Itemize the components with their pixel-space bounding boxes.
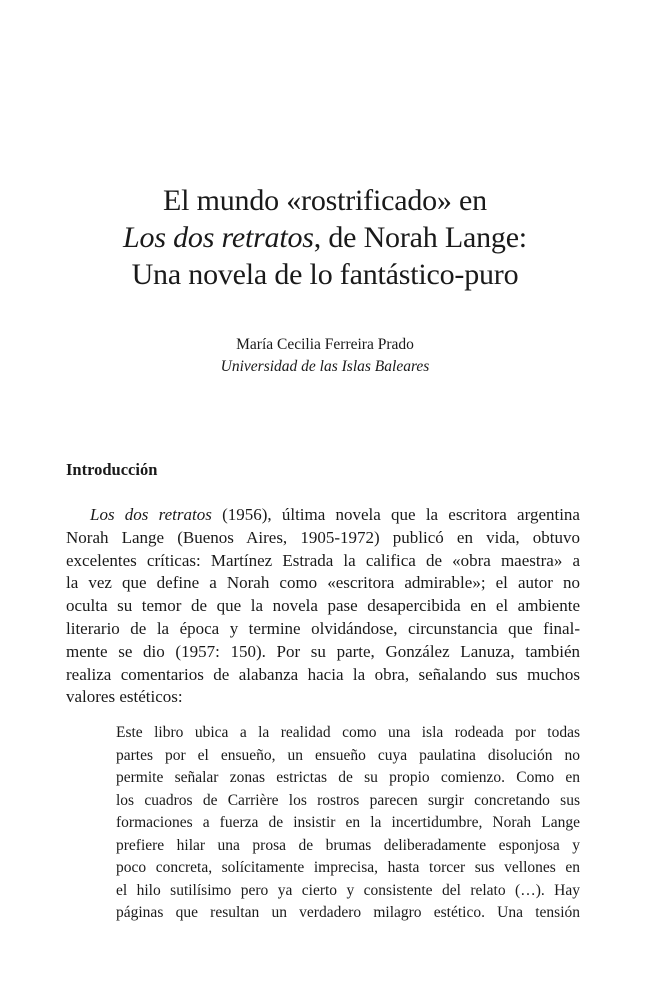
paragraph-line: la vez que define a Norah como «escritora admirable»; el autor no: [66, 573, 580, 593]
section-heading: Introducción: [66, 460, 158, 479]
article-title: [0, 182, 650, 293]
quote-line: poco concreta, solícitamente imprecisa, hasta torcer sus vellones en: [116, 859, 580, 876]
quote-line: Este libro ubica a la realidad como una isla rodeada por todas: [116, 724, 580, 741]
paragraph-line: valores estéticos:: [66, 687, 183, 707]
quote-line: páginas que resultan un verdadero milagro estético. Una tensión: [116, 904, 580, 921]
author-block: [0, 334, 650, 378]
paragraph-line: literario de la época y termine olvidándose, circunstancia que final-: [66, 618, 580, 638]
title-book-name: Los dos retratos: [123, 221, 314, 254]
author-name: María Cecilia Ferreira Prado: [236, 336, 414, 353]
quote-line: partes por el ensueño, un ensueño cuya paulatina disolución no: [116, 746, 580, 764]
quote-line: formaciones a fuerza de insistir en la incertidumbre, Norah Lange: [116, 814, 580, 831]
title-line-2: [0, 219, 650, 256]
paragraph-line-1: [66, 504, 580, 527]
title-line-3: Una novela de lo fantástico-puro: [131, 258, 519, 291]
title-line-1: El mundo «rostrificado» en: [163, 184, 487, 217]
title-line-2-rest: , de Norah Lange:: [313, 221, 527, 254]
paragraph-line: realiza comentarios de alabanza hacia la obra, señalando sus muchos: [66, 664, 580, 684]
paragraph-line-1-rest: (1956), última novela que la escritora argentina: [211, 505, 580, 524]
quote-line: los cuadros de Carrière los rostros parecen surgir concretando sus: [116, 791, 580, 809]
author-affiliation: Universidad de las Islas Baleares: [220, 358, 430, 375]
quote-line: el hilo sutilísimo pero ya cierto y consistente del relato (…). Hay: [116, 881, 580, 899]
paragraph-line: Norah Lange (Buenos Aires, 1905-1972) publicó en vida, obtuvo: [66, 527, 580, 547]
paragraph-line: mente se dio (1957: 150). Por su parte, González Lanuza, también: [66, 641, 580, 661]
paragraph-line: excelentes críticas: Martínez Estrada la califica de «obra maestra» a: [66, 550, 580, 570]
paragraph-line: oculta su temor de que la novela pase desapercibida en el ambiente: [66, 596, 580, 616]
block-quote: [116, 722, 580, 925]
quote-line: prefiere hilar una prosa de brumas deliberadamente esponjosa y: [116, 836, 580, 854]
paragraph-book-name: Los dos retratos: [90, 505, 212, 524]
introduction-paragraph: [66, 504, 580, 709]
quote-line: permite señalar zonas estrictas de su propio comienzo. Como en: [116, 769, 580, 786]
